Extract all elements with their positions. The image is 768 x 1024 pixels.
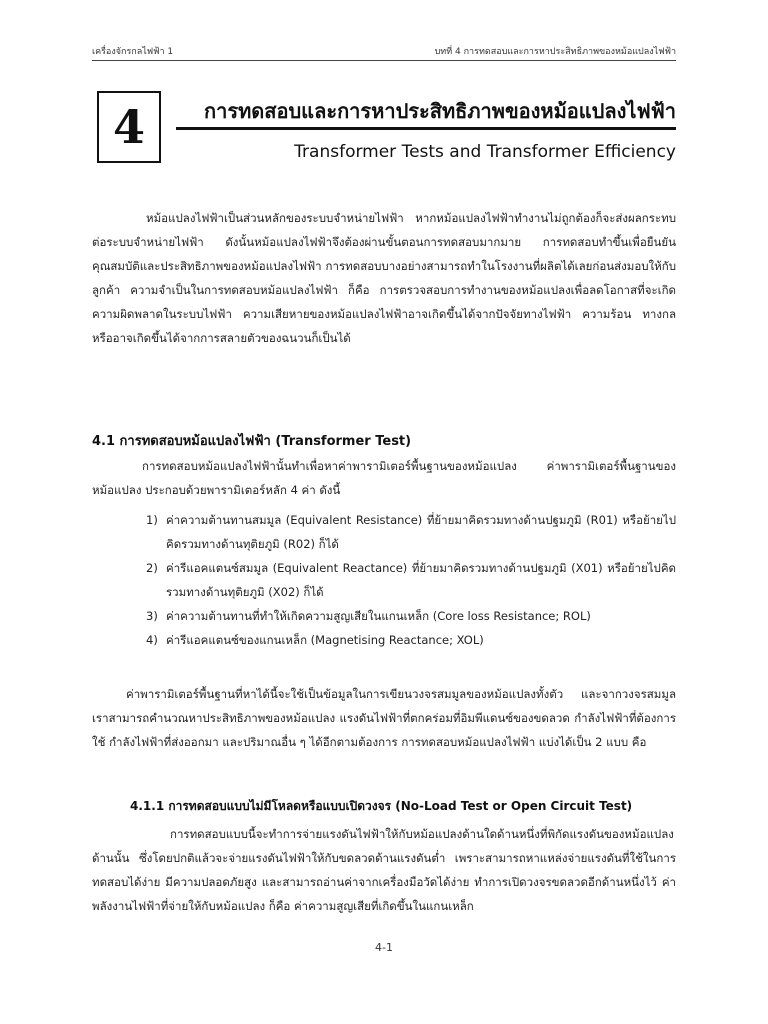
list-item-number: 4)	[146, 633, 158, 647]
list-item-number: 2)	[146, 561, 158, 575]
chapter-title-english: Transformer Tests and Transformer Efficiency	[294, 142, 676, 162]
chapter-number-box	[97, 91, 161, 163]
list-item	[146, 628, 676, 652]
section-intro-paragraph: การทดสอบหม้อแปลงไฟฟ้านั้นทำเพื่อหาค่าพารามิเตอร์พื้นฐานของหม้อแปลง ค่าพารามิเตอร์พื้นฐานของหม้อแปลง ประกอบด้วยพารามิเตอร์หลัก 4 ค่า ดังนี้	[92, 459, 676, 497]
parameters-usage-paragraph: ค่าพารามิเตอร์พื้นฐานที่หาได้นี้จะใช้เป็นข้อมูลในการเขียนวงจรสมมูลของหม้อแปลงทั้งตัว และจากวงจรสมมูลเราสามารถคำนวณหาประสิทธิภาพของหม้อแปลง แรงดันไฟฟ้าที่ตกคร่อมที่อิมพีแดนซ์ของขดลวด กำลังไฟฟ้าที่ต้องการใช้ กำลังไฟฟ้าที่ส่งออกมา และปริมาณอื่น ๆ ได้อีกตามต้องการ การทดสอบหม้อแปลงไฟฟ้า แบ่งได้เป็น 2 แบบ คือ	[92, 687, 676, 749]
section-heading: 4.1 การทดสอบหม้อแปลงไฟฟ้า (Transformer Test)	[92, 434, 412, 449]
list-item-text: ค่าความต้านทานสมมูล (Equivalent Resistance) ที่ย้ายมาคิดรวมทางด้านปฐมภูมิ (R01) หรือย้ายไปคิดรวมทางด้านทุติยภูมิ (R02) ก็ได้	[166, 513, 676, 551]
list-item	[146, 556, 676, 604]
list-item-text: ค่ารีแอคแตนซ์สมมูล (Equivalent Reactance) ที่ย้ายมาคิดรวมทางด้านปฐมภูมิ (X01) หรือย้ายไปคิดรวมทางด้านทุติยภูมิ (X02) ก็ได้	[166, 561, 676, 599]
running-header-right: บทที่ 4 การทดสอบและการหาประสิทธิภาพของหม้อแปลงไฟฟ้า	[434, 47, 676, 57]
list-item	[146, 604, 676, 628]
header-divider	[92, 60, 676, 61]
intro-paragraph: หม้อแปลงไฟฟ้าเป็นส่วนหลักของระบบจำหน่ายไฟฟ้า หากหม้อแปลงไฟฟ้าทำงานไม่ถูกต้องก็จะส่งผลกระทบต่อระบบจำหน่ายไฟฟ้า ดังนั้นหม้อแปลงไฟฟ้าจึงต้องผ่านขั้นตอนการทดสอบมากมาย การทดสอบทำขึ้นเพื่อยืนยันคุณสมบัติและประสิทธิภาพของหม้อแปลงไฟฟ้า การทดสอบบางอย่างสามารถทำในโรงงานที่ผลิตได้เลยก่อนส่งมอบให้กับลูกค้า ความจำเป็นในการทดสอบหม้อแปลงไฟฟ้า ก็คือ การตรวจสอบการทำงานของหม้อแปลงเพื่อลดโอกาสที่จะเกิดความผิดพลาดในระบบไฟฟ้า ความเสียหายของหม้อแปลงไฟฟ้าอาจเกิดขึ้นได้จากปัจจัยทางไฟฟ้า ความร้อน ทางกล หรืออาจเกิดขึ้นได้จากการสลายตัวของฉนวนก็เป็นได้	[92, 211, 676, 345]
title-divider	[176, 127, 676, 130]
running-header-left: เครื่องจักรกลไฟฟ้า 1	[92, 47, 174, 57]
page-number: 4-1	[375, 941, 393, 954]
subsection-heading: 4.1.1 การทดสอบแบบไม่มีโหลดหรือแบบเปิดวงจร (No-Load Test or Open Circuit Test)	[130, 799, 633, 813]
chapter-title-thai: การทดสอบและการหาประสิทธิภาพของหม้อแปลงไฟฟ้า	[204, 99, 676, 123]
list-item-text: ค่ารีแอคแตนซ์ของแกนเหล็ก (Magnetising Reactance; XOL)	[166, 633, 484, 647]
chapter-number: 4	[112, 100, 145, 154]
list-item-number: 3)	[146, 609, 158, 623]
subsection-paragraph: การทดสอบแบบนี้จะทำการจ่ายแรงดันไฟฟ้าให้กับหม้อแปลงด้านใดด้านหนึ่งที่พิกัดแรงดันของหม้อแปลงด้านนั้น ซึ่งโดยปกติแล้วจะจ่ายแรงดันไฟฟ้าให้กับขดลวดด้านแรงดันต่ำ เพราะสามารถหาแหล่งจ่ายแรงดันที่ใช้ในการทดสอบได้ง่าย มีความปลอดภัยสูง และสามารถอ่านค่าจากเครื่องมือวัดได้ง่าย ทำการเปิดวงจรขดลวดอีกด้านหนึ่งไว้ ค่าพลังงานไฟฟ้าที่จ่ายให้กับหม้อแปลง ก็คือ ค่าความสูญเสียที่เกิดขึ้นในแกนเหล็ก	[92, 827, 676, 913]
parameter-list	[146, 508, 676, 652]
list-item-text: ค่าความต้านทานที่ทำให้เกิดความสูญเสียในแกนเหล็ก (Core loss Resistance; ROL)	[166, 609, 591, 623]
list-item	[146, 508, 676, 556]
list-item-number: 1)	[146, 513, 158, 527]
